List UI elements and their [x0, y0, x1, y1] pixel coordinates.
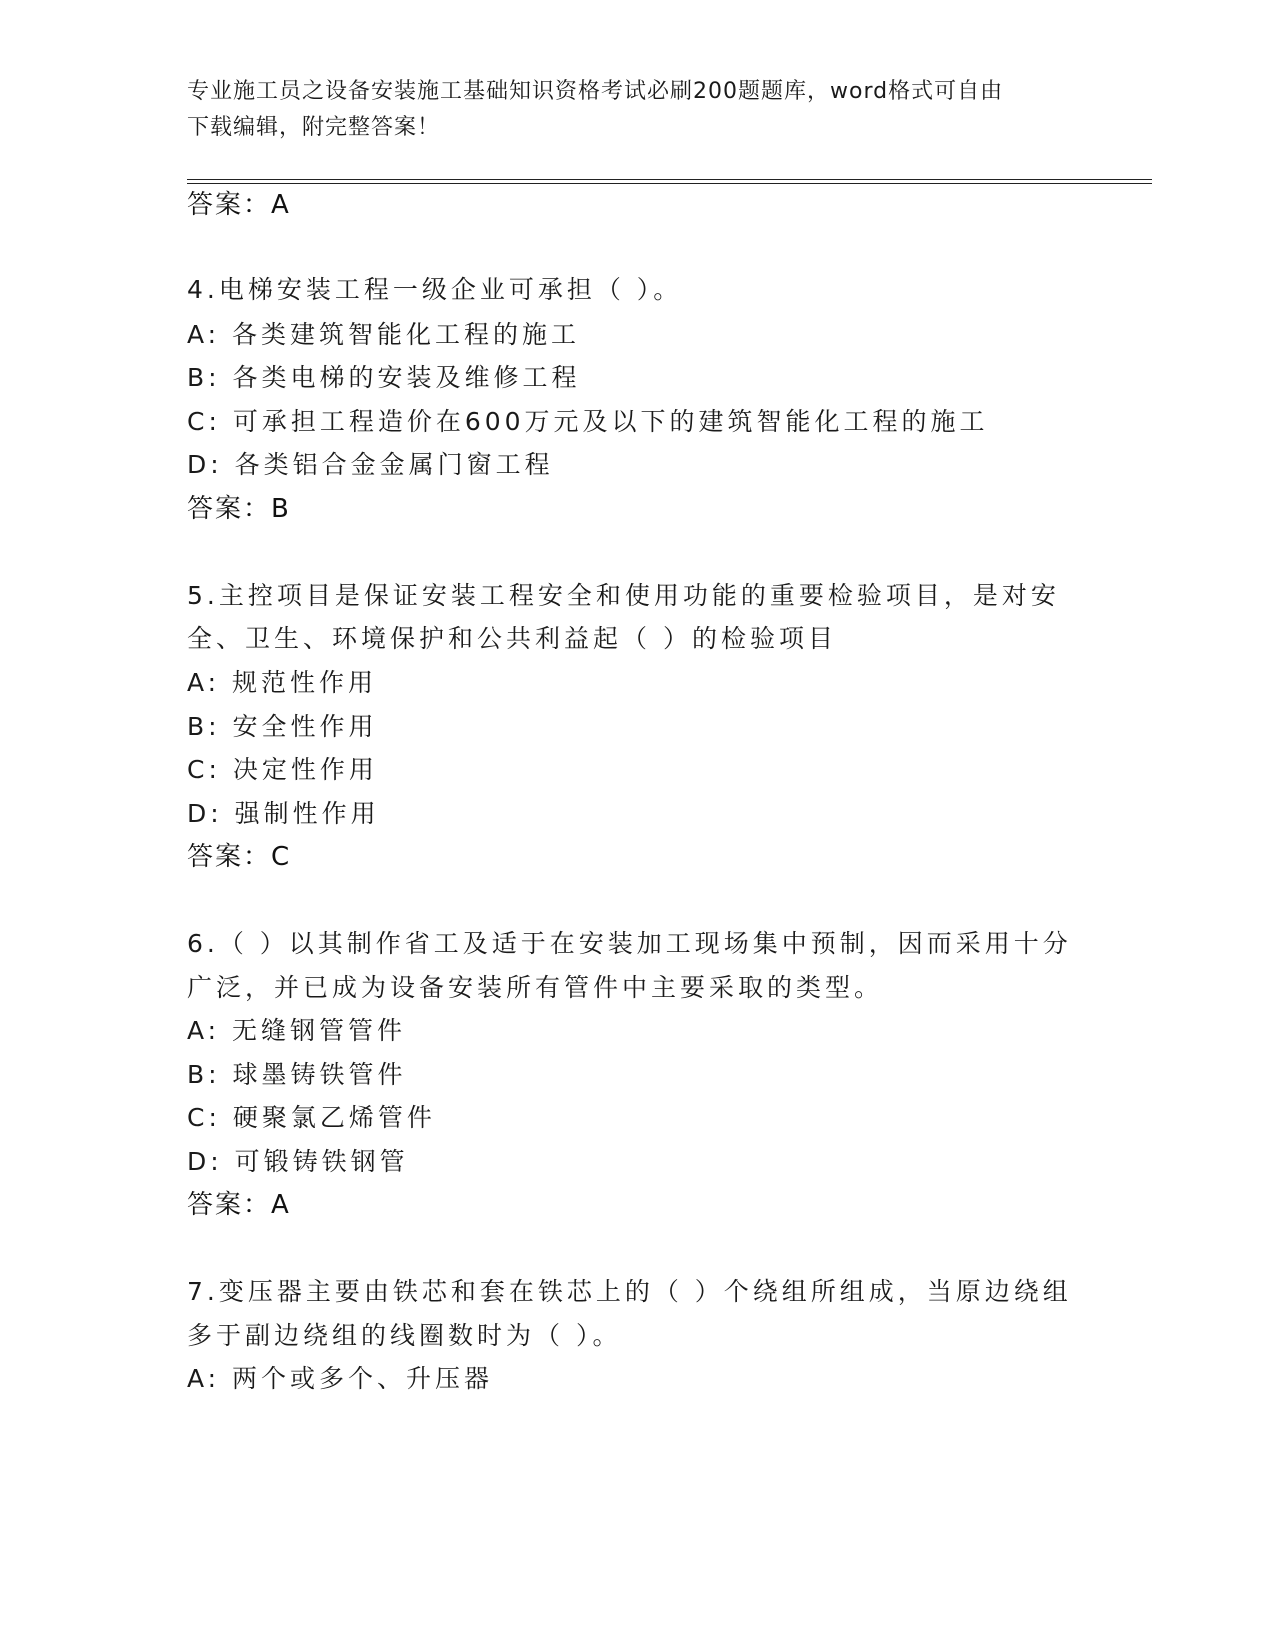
- question-6-stem-line-2: 广泛，并已成为设备安装所有管件中主要采取的类型。: [187, 973, 884, 1002]
- answer-q5: 答案：C: [187, 842, 292, 872]
- header-line-2: 下载编辑，附完整答案！: [187, 115, 441, 140]
- question-5-option-b: B: 安全性作用: [187, 712, 378, 741]
- question-7-stem-line-2: 多于副边绕组的线圈数时为（ ）。: [187, 1321, 622, 1350]
- question-7-stem-line-1: 7.变压器主要由铁芯和套在铁芯上的（ ）个绕组所组成，当原边绕组: [187, 1277, 1072, 1306]
- question-6-option-a: A: 无缝钢管管件: [187, 1016, 407, 1045]
- question-4-option-a: A: 各类建筑智能化工程的施工: [187, 320, 581, 349]
- header-line-1: 专业施工员之设备安装施工基础知识资格考试必刷200题题库，word格式可自由: [187, 79, 1004, 104]
- question-5-stem-line-1: 5.主控项目是保证安装工程安全和使用功能的重要检验项目，是对安: [187, 581, 1060, 610]
- question-6-option-d: D: 可锻铸铁钢管: [187, 1147, 409, 1176]
- question-4-stem: 4.电梯安装工程一级企业可承担（ ）。: [187, 275, 683, 304]
- question-6-option-b: B: 球墨铸铁管件: [187, 1060, 407, 1089]
- question-5-stem-line-2: 全、卫生、环境保护和公共利益起（ ）的检验项目: [187, 624, 837, 653]
- question-5-option-c: C: 决定性作用: [187, 755, 378, 784]
- question-5-option-a: A: 规范性作用: [187, 668, 378, 697]
- question-4-option-d: D: 各类铝合金金属门窗工程: [187, 450, 554, 479]
- answer-q4: 答案：B: [187, 494, 291, 524]
- answer-q3: 答案：A: [187, 190, 291, 220]
- question-7-option-a: A: 两个或多个、升压器: [187, 1364, 494, 1393]
- question-6-stem-line-1: 6.（ ）以其制作省工及适于在安装加工现场集中预制，因而采用十分: [187, 929, 1072, 958]
- document-header: [187, 74, 1087, 146]
- answer-q6: 答案：A: [187, 1190, 291, 1220]
- header-divider-top: [187, 179, 1152, 180]
- question-6-option-c: C: 硬聚氯乙烯管件: [187, 1103, 436, 1132]
- question-5-option-d: D: 强制性作用: [187, 799, 380, 828]
- question-4-option-b: B: 各类电梯的安装及维修工程: [187, 363, 581, 392]
- header-divider-bottom: [187, 183, 1152, 184]
- question-4-option-c: C: 可承担工程造价在600万元及以下的建筑智能化工程的施工: [187, 407, 989, 436]
